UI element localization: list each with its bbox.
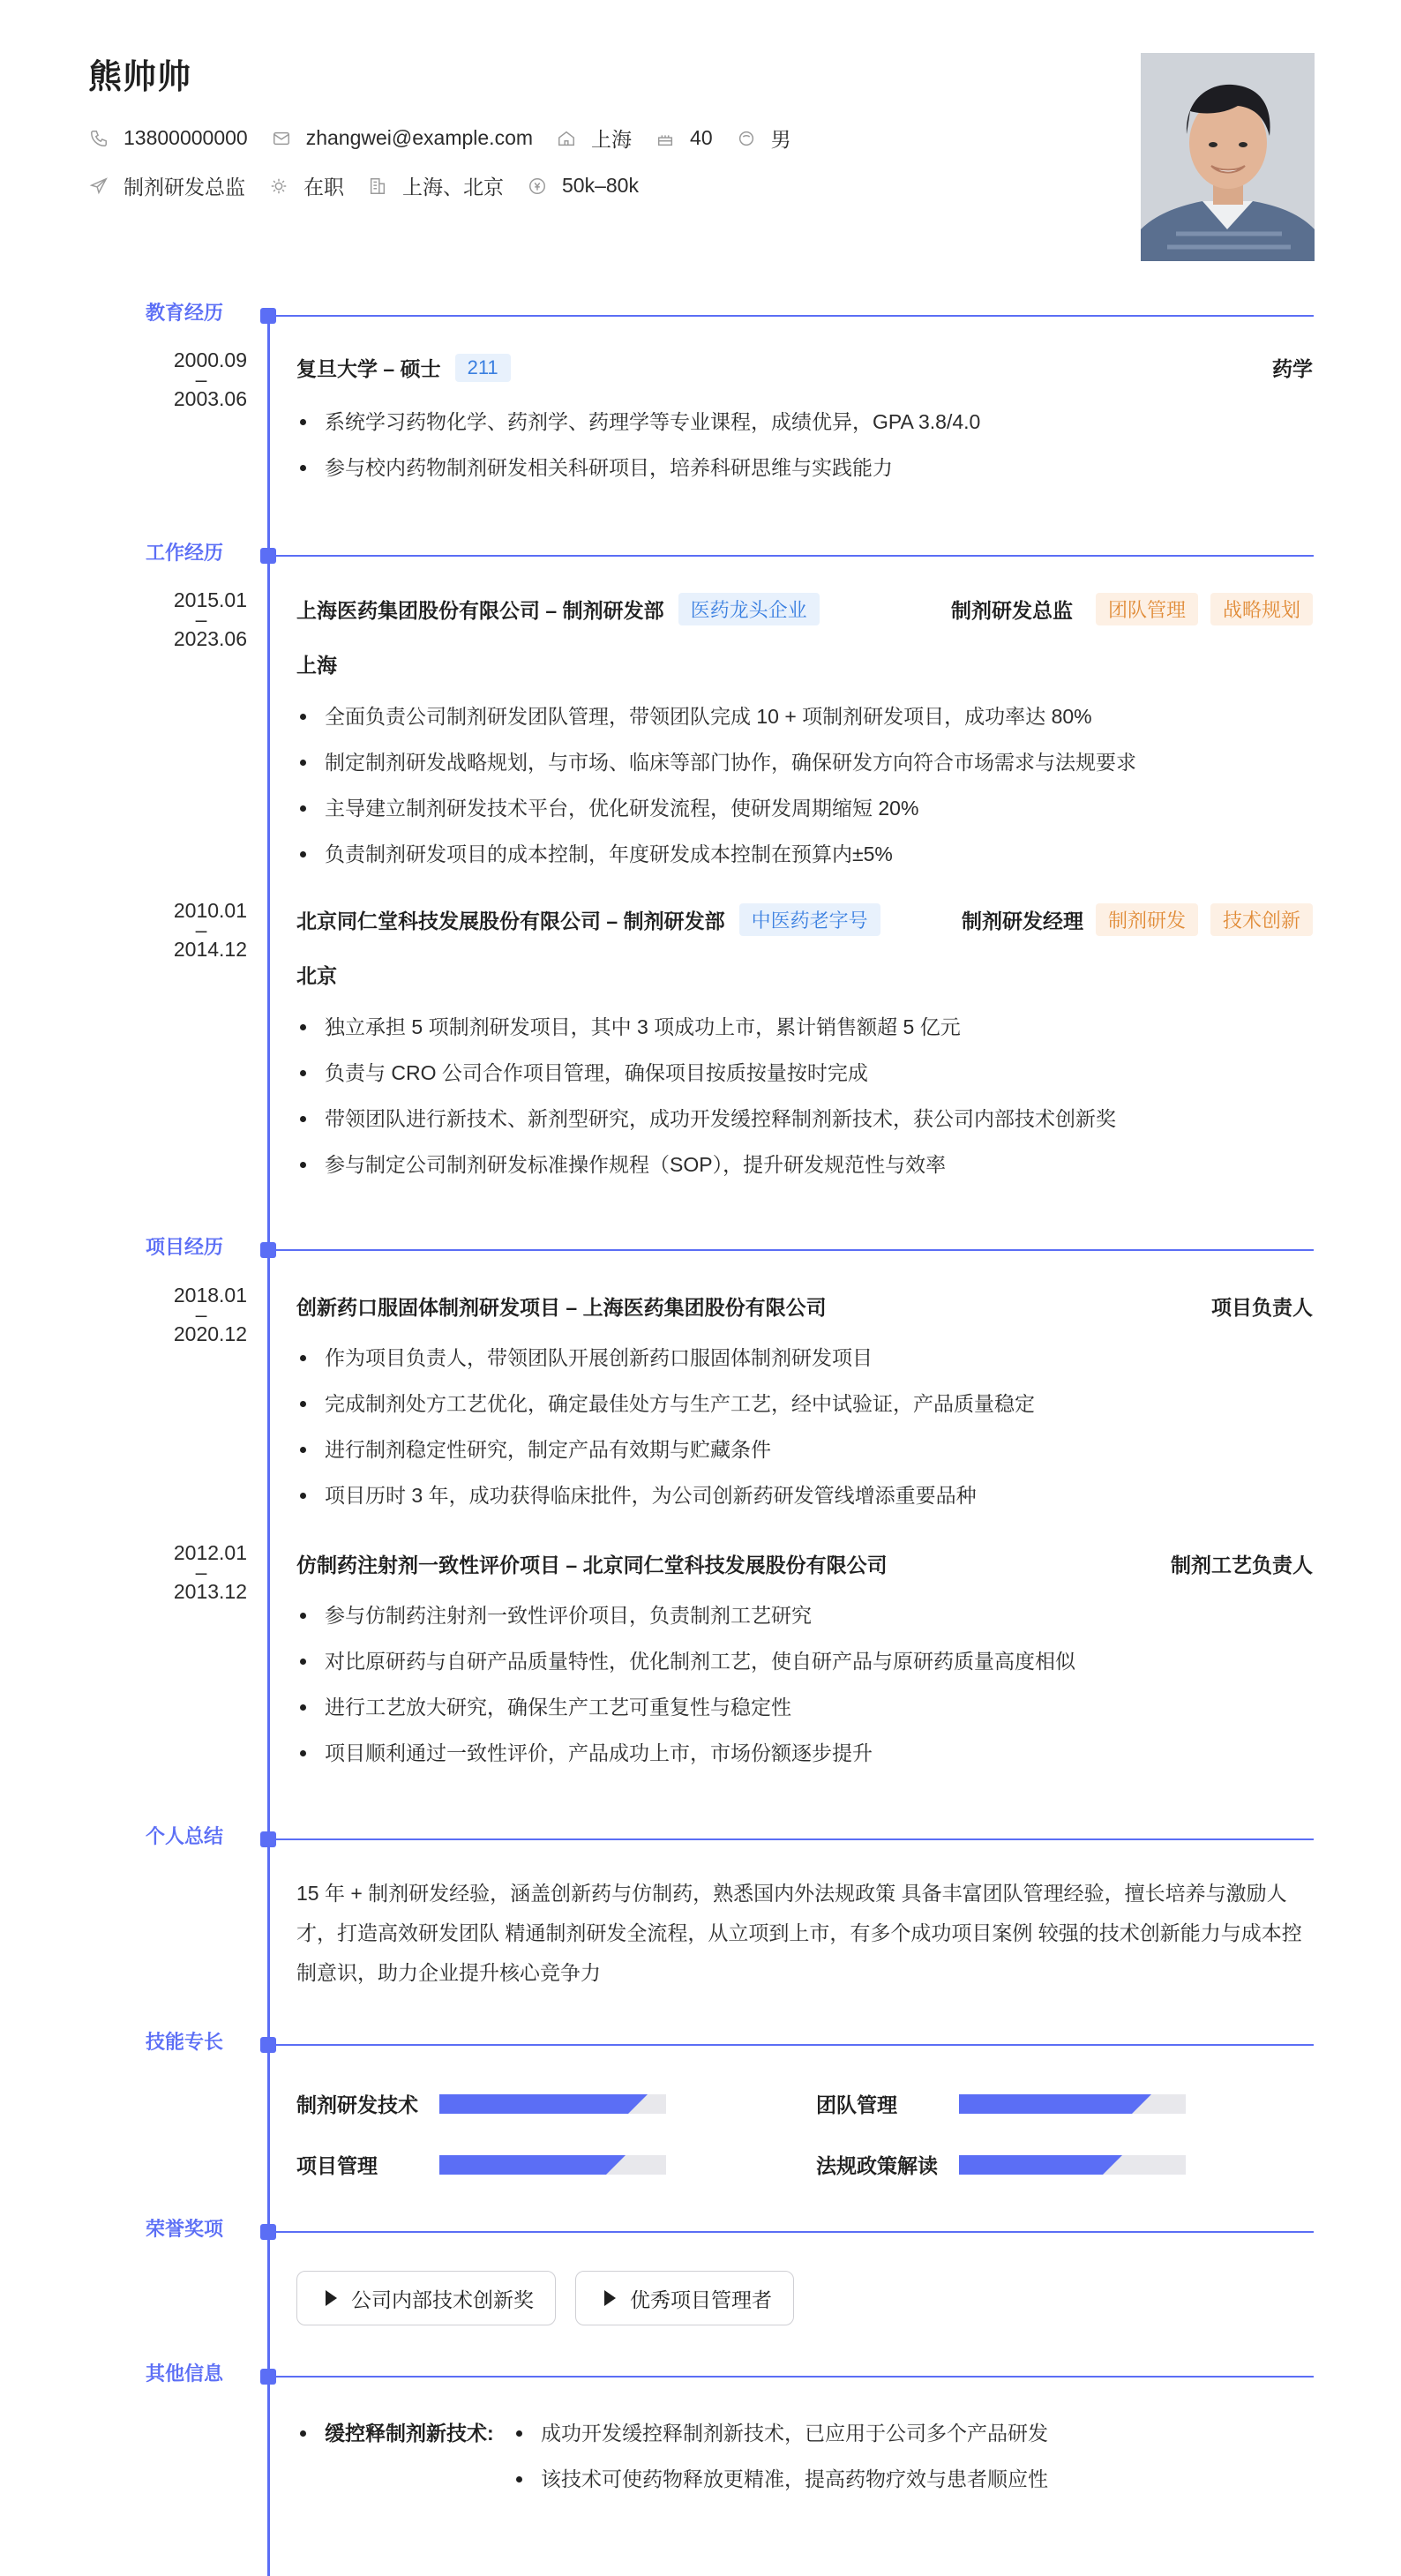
skill-fill: [959, 2094, 1132, 2114]
skill-item: [296, 2150, 666, 2179]
list-item: 负责制剂研发项目的成本控制，年度研发成本控制在预算内±5%: [296, 831, 1311, 877]
education-school: [296, 353, 511, 382]
date-dash: –: [195, 918, 207, 941]
gender-text: 男: [770, 128, 791, 151]
section-title-other: 其他信息: [146, 2363, 224, 2385]
award-label: 优秀项目管理者: [630, 2288, 772, 2311]
list-item: 系统学习药物化学、药剂学、药理学等专业课程，成绩优异，GPA 3.8/4.0: [296, 399, 1311, 445]
project-date-2: [132, 1542, 247, 1602]
other-list: [513, 2410, 1048, 2502]
section-title-work: 工作经历: [146, 542, 224, 564]
project-role-2: [1171, 1549, 1313, 1578]
phone-icon: [88, 128, 109, 149]
position-item: [88, 171, 245, 200]
list-item: 参与校内药物制剂研发相关科研项目，培养科研思维与实践能力: [296, 445, 1311, 490]
city-text: 上海: [591, 128, 633, 151]
other-label: 缓控释制剂新技术:: [325, 2410, 494, 2456]
email-text: zhangwei@example.com: [305, 126, 534, 149]
skill-fill: [959, 2155, 1103, 2175]
role-name: 制剂研发总监: [950, 599, 1073, 622]
building-icon: [367, 176, 388, 197]
phone-item: [88, 126, 248, 150]
gender-item: [736, 124, 791, 153]
skill-name: 制剂研发技术: [296, 2093, 418, 2116]
date-dash: –: [195, 1303, 207, 1326]
timeline-dot: [260, 2037, 276, 2053]
date-end: 2003.06: [173, 387, 247, 410]
project-role: 项目负责人: [1211, 1296, 1313, 1319]
education-major: [1272, 353, 1313, 382]
list-item: 完成制剂处方工艺优化，确定最佳处方与生产工艺，经中试验证，产品质量稳定: [296, 1381, 1311, 1427]
city-item: [556, 124, 632, 153]
timeline-dot: [260, 308, 276, 324]
list-item: 主导建立制剂研发技术平台，优化研发流程，使研发周期缩短 20%: [296, 785, 1311, 831]
work-location-2: 北京: [296, 964, 337, 987]
section-divider: [276, 2376, 1314, 2378]
project-role-1: [1211, 1292, 1313, 1321]
list-item: 成功开发缓控释制剂新技术，已应用于公司多个产品研发: [513, 2410, 1048, 2456]
status-item: [268, 171, 344, 200]
major-name: 药学: [1272, 357, 1313, 380]
date-start: 2018.01: [173, 1284, 247, 1307]
section-title-projects: 项目经历: [146, 1236, 224, 1258]
role-tag: 制剂研发: [1096, 903, 1198, 936]
company-name: 北京同仁堂科技发展股份有限公司 – 制剂研发部: [296, 910, 725, 932]
list-item: 作为项目负责人，带领团队开展创新药口服固体制剂研发项目: [296, 1335, 1311, 1381]
work-bullets-1: [296, 693, 1311, 877]
timeline-dot: [260, 1831, 276, 1847]
project-date-1: [132, 1284, 247, 1344]
list-item: 负责与 CRO 公司合作项目管理，确保项目按质按量按时完成: [296, 1050, 1311, 1096]
list-item: 制定制剂研发战略规划，与市场、临床等部门协作，确保研发方向符合市场需求与法规要求: [296, 739, 1311, 785]
skill-bar: [439, 2155, 666, 2175]
list-item: 对比原研药与自研产品质量特性，优化制剂工艺，使自研产品与原研药质量高度相似: [296, 1638, 1311, 1684]
award-label: 公司内部技术创新奖: [351, 2288, 534, 2311]
date-dash: –: [195, 368, 207, 391]
position-text: 制剂研发总监: [124, 176, 245, 198]
work-company-2: [296, 903, 880, 936]
award-chip: [296, 2271, 556, 2325]
skill-bar: [959, 2094, 1186, 2114]
timeline-dot: [260, 2224, 276, 2240]
candidate-name: 熊帅帅: [88, 59, 192, 96]
list-item: 项目历时 3 年，成功获得临床批件，为公司创新药研发管线增添重要品种: [296, 1472, 1311, 1518]
school-name: 复旦大学 – 硕士: [296, 357, 441, 380]
section-projects: [0, 1236, 1401, 1261]
work-location-1: 上海: [296, 654, 337, 677]
date-end: 2023.06: [173, 627, 247, 650]
list-item: 进行工艺放大研究，确保生产工艺可重复性与稳定性: [296, 1684, 1311, 1730]
section-divider: [276, 555, 1314, 557]
play-icon: [326, 2290, 337, 2306]
date-dash: –: [195, 1561, 207, 1584]
job-row: [88, 171, 662, 200]
salary-item: [527, 174, 639, 198]
list-item: 独立承担 5 项制剂研发项目，其中 3 项成功上市，累计销售额超 5 亿元: [296, 1004, 1311, 1050]
send-icon: [88, 176, 109, 197]
section-summary: [0, 1825, 1401, 1850]
mail-icon: [271, 128, 292, 149]
work-bullets-2: [296, 1004, 1311, 1187]
list-item: 全面负责公司制剂研发团队管理，带领团队完成 10 + 项制剂研发项目，成功率达 80%: [296, 693, 1311, 739]
section-title-skills: 技能专长: [146, 2031, 224, 2053]
section-work: [0, 542, 1401, 566]
section-title-education: 教育经历: [146, 302, 224, 324]
company-tag: 医药龙头企业: [678, 593, 820, 625]
age-item: [655, 126, 713, 150]
target-city-text: 上海、北京: [402, 176, 504, 198]
section-divider: [276, 2231, 1314, 2233]
section-other: [0, 2363, 1401, 2387]
section-awards: [0, 2218, 1401, 2243]
company-tag: 中医药老字号: [739, 903, 880, 936]
skill-bar: [439, 2094, 666, 2114]
role-tag: 技术创新: [1210, 903, 1313, 936]
contact-row: [88, 124, 814, 153]
date-end: 2014.12: [173, 938, 247, 961]
section-title-summary: 个人总结: [146, 1825, 224, 1847]
date-end: 2013.12: [173, 1580, 247, 1603]
work-date-1: [132, 589, 247, 649]
timeline-dot: [260, 1242, 276, 1258]
role-name: 制剂研发经理: [961, 910, 1083, 932]
timeline-dot: [260, 548, 276, 564]
date-dash: –: [195, 608, 207, 631]
project-name: 仿制药注射剂一致性评价项目 – 北京同仁堂科技发展股份有限公司: [296, 1554, 888, 1576]
list-item: 该技术可使药物释放更精准，提高药物疗效与患者顺应性: [513, 2456, 1048, 2502]
date-start: 2015.01: [173, 588, 247, 611]
education-date: [132, 349, 247, 409]
date-start: 2000.09: [173, 348, 247, 371]
list-item: 项目顺利通过一致性评价，产品成功上市，市场份额逐步提升: [296, 1730, 1311, 1776]
section-divider: [276, 1249, 1314, 1251]
project-name-1: [296, 1292, 827, 1321]
list-item: 进行制剂稳定性研究，制定产品有效期与贮藏条件: [296, 1427, 1311, 1472]
skill-item: [816, 2150, 1186, 2179]
education-bullets: [296, 399, 1311, 490]
timeline-dot: [260, 2369, 276, 2385]
date-end: 2020.12: [173, 1322, 247, 1345]
company-name: 上海医药集团股份有限公司 – 制剂研发部: [296, 599, 664, 622]
skill-name: 法规政策解读: [816, 2154, 938, 2177]
date-start: 2012.01: [173, 1541, 247, 1564]
email-item: [271, 126, 533, 150]
skill-item: [816, 2089, 1186, 2118]
section-skills: [0, 2031, 1401, 2056]
project-name: 创新药口服固体制剂研发项目 – 上海医药集团股份有限公司: [296, 1296, 827, 1319]
project-name-2: [296, 1549, 888, 1578]
date-start: 2010.01: [173, 899, 247, 922]
section-divider: [276, 315, 1314, 317]
work-company-1: [296, 593, 820, 625]
skill-fill: [439, 2155, 606, 2175]
avatar-portrait-icon: [1141, 53, 1315, 261]
play-icon: [604, 2290, 616, 2306]
avatar-photo: [1141, 53, 1315, 261]
work-date-2: [132, 900, 247, 960]
home-icon: [556, 128, 577, 149]
section-title-awards: 荣誉奖项: [146, 2218, 224, 2240]
skill-name: 团队管理: [816, 2093, 897, 2116]
work-role-1: [951, 593, 1313, 625]
skill-fill: [439, 2094, 628, 2114]
role-tag: 团队管理: [1096, 593, 1198, 625]
cake-icon: [655, 128, 676, 149]
summary-text: 15 年 + 制剂研发经验，涵盖创新药与仿制药，熟悉国内外法规政策 具备丰富团队管理经验，擅长培养与激励人才，打造高效研发团队 精通制剂研发全流程，从立项到上市，有多个成功项目案例 较强的技术创新能力与成本控制意识，助力企业提升核心竞争力: [296, 1882, 1302, 1984]
status-text: 在职: [303, 176, 344, 198]
award-chip: [575, 2271, 794, 2325]
project-bullets-1: [296, 1335, 1311, 1518]
project-bullets-2: [296, 1592, 1311, 1776]
list-item: 参与仿制药注射剂一致性评价项目，负责制剂工艺研究: [296, 1592, 1311, 1638]
target-city-item: [367, 171, 504, 200]
salary-text: 50k–80k: [562, 174, 639, 197]
section-divider: [276, 1838, 1314, 1840]
section-education: [0, 302, 1401, 326]
school-tag: 211: [455, 354, 511, 382]
gender-icon: [736, 128, 757, 149]
age-text: 40: [690, 126, 713, 149]
status-icon: [268, 176, 289, 197]
skill-name: 项目管理: [296, 2154, 378, 2177]
skill-item: [296, 2089, 666, 2118]
list-item: 带领团队进行新技术、新剂型研究，成功开发缓控释制剂新技术，获公司内部技术创新奖: [296, 1096, 1311, 1142]
phone-text: 13800000000: [124, 126, 248, 149]
list-item: 参与制定公司制剂研发标准操作规程（SOP），提升研发规范性与效率: [296, 1142, 1311, 1187]
role-tag: 战略规划: [1210, 593, 1313, 625]
work-role-2: [962, 903, 1313, 936]
project-role: 制剂工艺负责人: [1171, 1554, 1313, 1576]
section-divider: [276, 2044, 1314, 2046]
skill-bar: [959, 2155, 1186, 2175]
coin-icon: [527, 176, 548, 197]
